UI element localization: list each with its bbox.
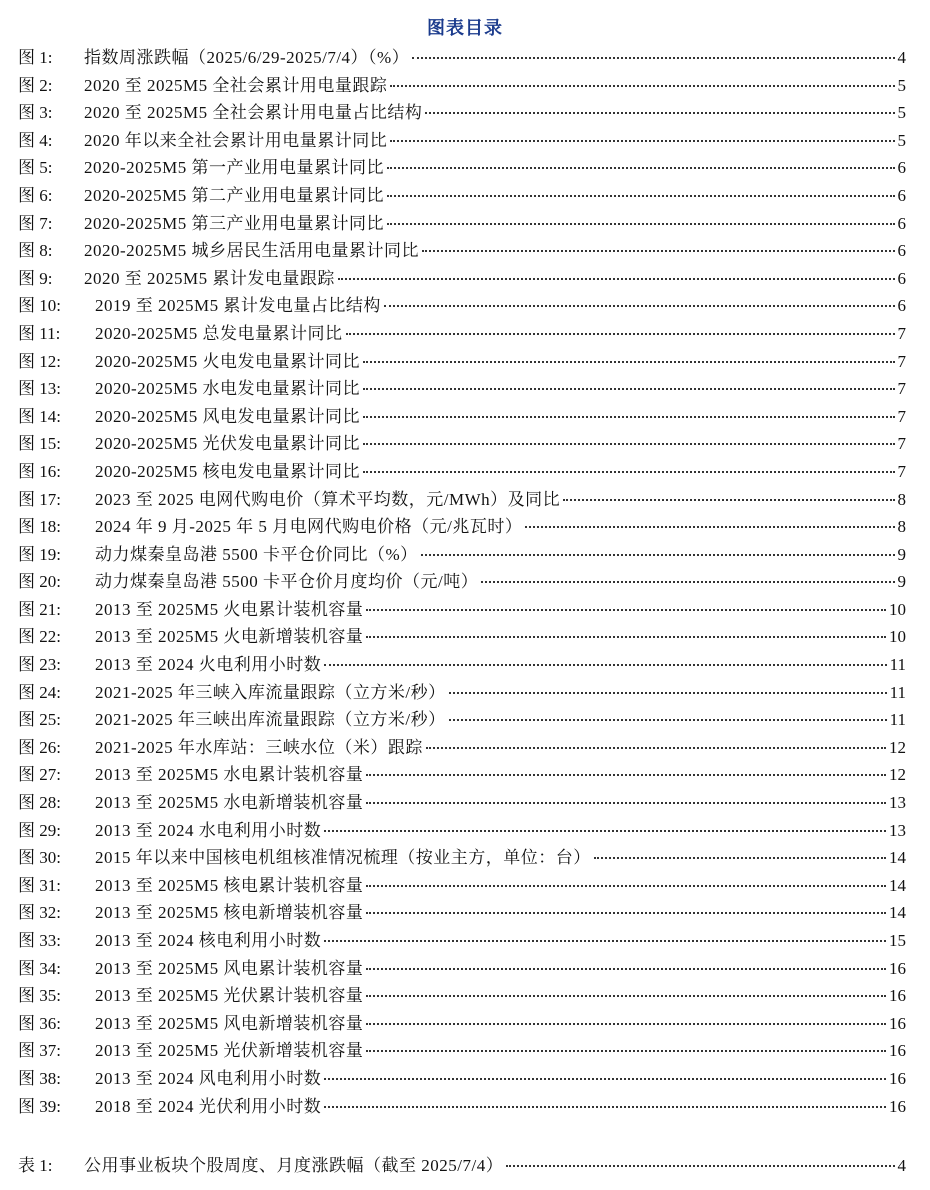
- entry-label: 图 12:: [18, 351, 61, 371]
- entry-title: 2013 至 2024 核电利用小时数: [95, 931, 322, 950]
- entry-label: 图 30:: [18, 848, 61, 868]
- table-list: [18, 1152, 906, 1180]
- dot-leader: [421, 553, 895, 556]
- dot-leader: [563, 498, 894, 501]
- entry-title: 2021-2025 年水库站：三峡水位（米）跟踪: [95, 737, 423, 757]
- entry-label: 图 35:: [18, 986, 61, 1006]
- dot-leader: [412, 56, 894, 59]
- entry-page-number: 11: [889, 710, 906, 730]
- entry-label: 图 23:: [18, 655, 61, 675]
- toc-entry[interactable]: [18, 596, 906, 624]
- entry-title: 2021-2025 年三峡入库流量跟踪（立方米/秒）: [95, 682, 446, 702]
- entry-title: 2020-2025M5 第三产业用电量累计同比: [84, 213, 385, 233]
- entry-page-number: 13: [889, 793, 906, 813]
- entry-page-number: 14: [889, 848, 906, 868]
- entry-label: 图 29:: [18, 820, 61, 840]
- entry-title: 2020-2025M5 水电发电量累计同比: [95, 379, 361, 399]
- entry-label: 图 33:: [18, 931, 61, 950]
- toc-entry[interactable]: [18, 320, 906, 348]
- dot-leader: [387, 166, 894, 169]
- entry-title: 动力煤秦皇岛港 5500 卡平仓价同比（%）: [95, 544, 418, 564]
- dot-leader: [366, 911, 886, 914]
- toc-entry[interactable]: [18, 154, 906, 182]
- entry-label: 图 27:: [18, 765, 61, 785]
- entry-label: 图 32:: [18, 903, 61, 923]
- entry-title: 2020 至 2025M5 全社会累计用电量占比结构: [84, 103, 423, 123]
- toc-entry[interactable]: [18, 872, 906, 900]
- entry-label: 图 37:: [18, 1041, 61, 1061]
- entry-page-number: 14: [889, 903, 906, 923]
- entry-title: 2013 至 2024 火电利用小时数: [95, 655, 322, 675]
- dot-leader: [425, 111, 894, 114]
- entry-page-number: 4: [897, 48, 906, 67]
- entry-page-number: 10: [889, 627, 906, 647]
- entry-label: 图 39:: [18, 1096, 61, 1116]
- toc-entry[interactable]: [18, 375, 906, 403]
- toc-entry[interactable]: [18, 292, 906, 320]
- entry-title: 2015 年以来中国核电机组核准情况梳理（按业主方，单位：台）: [95, 848, 591, 868]
- toc-entry[interactable]: [18, 623, 906, 651]
- toc-entry[interactable]: [18, 44, 906, 72]
- entry-label: 图 13:: [18, 379, 61, 399]
- dot-leader: [525, 525, 894, 528]
- entry-title: 2013 至 2025M5 核电新增装机容量: [95, 903, 364, 923]
- entry-label: 图 38:: [18, 1068, 61, 1088]
- entry-title: 2013 至 2025M5 水电新增装机容量: [95, 793, 364, 813]
- entry-label: 图 26:: [18, 737, 61, 757]
- entry-title: 2023 至 2025 电网代购电价（算术平均数，元/MWh）及同比: [95, 489, 561, 509]
- entry-title: 2020 至 2025M5 累计发电量跟踪: [84, 268, 335, 288]
- dot-leader: [363, 442, 894, 445]
- toc-entry[interactable]: [18, 403, 906, 431]
- entry-label: 图 11:: [18, 323, 61, 343]
- dot-leader: [324, 1077, 886, 1080]
- toc-entry[interactable]: [18, 955, 906, 983]
- entry-title: 2019 至 2025M5 累计发电量占比结构: [95, 296, 381, 316]
- entry-title: 2013 至 2025M5 核电累计装机容量: [95, 875, 364, 895]
- entry-title: 2013 至 2025M5 风电累计装机容量: [95, 958, 364, 978]
- entry-page-number: 6: [897, 241, 906, 261]
- entry-page-number: 9: [897, 544, 906, 564]
- toc-entry[interactable]: [18, 844, 906, 872]
- toc-entry[interactable]: [18, 1152, 906, 1180]
- entry-label: 图 25:: [18, 710, 61, 730]
- entry-page-number: 14: [889, 875, 906, 895]
- entry-label: 图 14:: [18, 406, 61, 426]
- toc-entry[interactable]: [18, 458, 906, 486]
- entry-page-number: 7: [897, 379, 906, 399]
- toc-entry[interactable]: [18, 486, 906, 514]
- dot-leader: [366, 1049, 886, 1052]
- dot-leader: [422, 249, 894, 252]
- entry-label: 图 16:: [18, 461, 61, 481]
- entry-page-number: 6: [897, 268, 906, 288]
- entry-page-number: 6: [897, 213, 906, 233]
- toc-entry[interactable]: [18, 237, 906, 265]
- entry-title: 2013 至 2025M5 火电累计装机容量: [95, 599, 364, 619]
- entry-title: 2013 至 2024 风电利用小时数: [95, 1068, 322, 1088]
- entry-page-number: 12: [889, 737, 906, 757]
- dot-leader: [366, 773, 886, 776]
- entry-page-number: 5: [897, 103, 906, 123]
- entry-label: 图 1:: [18, 48, 53, 67]
- entry-label: 图 10:: [18, 296, 61, 316]
- dot-leader: [363, 415, 894, 418]
- toc-entry[interactable]: [18, 651, 906, 679]
- entry-page-number: 7: [897, 461, 906, 481]
- entry-page-number: 5: [897, 130, 906, 150]
- entry-page-number: 8: [897, 517, 906, 537]
- entry-label: 图 18:: [18, 517, 61, 537]
- entry-page-number: 12: [889, 765, 906, 785]
- entry-label: 图 9:: [18, 268, 53, 288]
- toc-entry[interactable]: [18, 72, 906, 100]
- dot-leader: [449, 691, 887, 694]
- dot-leader: [346, 332, 895, 335]
- dot-leader: [384, 304, 895, 307]
- dot-leader: [366, 884, 886, 887]
- dot-leader: [390, 84, 894, 87]
- entry-title: 2020-2025M5 核电发电量累计同比: [95, 461, 361, 481]
- toc-entry[interactable]: [18, 568, 906, 596]
- entry-title: 2020-2025M5 第一产业用电量累计同比: [84, 158, 385, 178]
- entry-label: 表 1:: [18, 1156, 53, 1175]
- entry-page-number: 15: [889, 931, 906, 950]
- dot-leader: [366, 608, 886, 611]
- dot-leader: [594, 856, 886, 859]
- dot-leader: [363, 470, 894, 473]
- entry-label: 图 6:: [18, 185, 53, 205]
- entry-label: 图 31:: [18, 875, 61, 895]
- entry-page-number: 16: [889, 1013, 906, 1033]
- entry-title: 2020-2025M5 城乡居民生活用电量累计同比: [84, 241, 420, 261]
- toc-entry[interactable]: [18, 817, 906, 845]
- entry-label: 图 19:: [18, 544, 61, 564]
- entry-label: 图 2:: [18, 75, 53, 95]
- entry-title: 2013 至 2025M5 风电新增装机容量: [95, 1013, 364, 1033]
- entry-page-number: 6: [897, 296, 906, 316]
- dot-leader: [366, 635, 886, 638]
- toc-entry[interactable]: [18, 927, 906, 955]
- entry-page-number: 16: [889, 958, 906, 978]
- toc-entry[interactable]: [18, 789, 906, 817]
- toc-entry[interactable]: [18, 679, 906, 707]
- entry-title: 2020-2025M5 光伏发电量累计同比: [95, 434, 361, 454]
- toc-entry[interactable]: [18, 761, 906, 789]
- dot-leader: [390, 139, 894, 142]
- page-title: 图表目录: [427, 18, 503, 38]
- dot-leader: [366, 994, 886, 997]
- dot-leader: [426, 746, 886, 749]
- entry-title: 2020-2025M5 火电发电量累计同比: [95, 351, 361, 371]
- dot-leader: [338, 277, 895, 280]
- toc-entry[interactable]: [18, 1065, 906, 1093]
- entry-page-number: 16: [889, 1041, 906, 1061]
- entry-title: 公用事业板块个股周度、月度涨跌幅（截至 2025/7/4）: [84, 1156, 504, 1175]
- entry-title: 2020-2025M5 第二产业用电量累计同比: [84, 185, 385, 205]
- entry-title: 动力煤秦皇岛港 5500 卡平仓价月度均价（元/吨）: [95, 572, 479, 592]
- toc-entry[interactable]: [18, 127, 906, 155]
- entry-page-number: 6: [897, 158, 906, 178]
- dot-leader: [324, 829, 886, 832]
- toc-entry[interactable]: [18, 182, 906, 210]
- entry-page-number: 16: [889, 1096, 906, 1116]
- entry-label: 图 15:: [18, 434, 61, 454]
- entry-page-number: 13: [889, 820, 906, 840]
- entry-label: 图 20:: [18, 572, 61, 592]
- entry-page-number: 9: [897, 572, 906, 592]
- dot-leader: [366, 801, 886, 804]
- entry-page-number: 11: [889, 655, 906, 675]
- toc-entry[interactable]: [18, 430, 906, 458]
- entry-label: 图 17:: [18, 489, 61, 509]
- entry-title: 2020 至 2025M5 全社会累计用电量跟踪: [84, 75, 388, 95]
- entry-label: 图 4:: [18, 130, 53, 150]
- toc-entry[interactable]: [18, 734, 906, 762]
- dot-leader: [506, 1164, 894, 1167]
- entry-title: 2021-2025 年三峡出库流量跟踪（立方米/秒）: [95, 710, 446, 730]
- entry-page-number: 11: [889, 682, 906, 702]
- dot-leader: [387, 194, 894, 197]
- entry-page-number: 16: [889, 1068, 906, 1088]
- entry-page-number: 10: [889, 599, 906, 619]
- dot-leader: [366, 1022, 886, 1025]
- entry-label: 图 36:: [18, 1013, 61, 1033]
- entry-page-number: 8: [897, 489, 906, 509]
- dot-leader: [324, 663, 886, 666]
- toc-entry[interactable]: [18, 348, 906, 376]
- entry-page-number: 5: [897, 75, 906, 95]
- entry-title: 2013 至 2025M5 水电累计装机容量: [95, 765, 364, 785]
- toc-entry[interactable]: [18, 210, 906, 238]
- entry-title: 2013 至 2025M5 光伏新增装机容量: [95, 1041, 364, 1061]
- dot-leader: [363, 360, 894, 363]
- dot-leader: [363, 387, 894, 390]
- entry-page-number: 7: [897, 406, 906, 426]
- entry-label: 图 22:: [18, 627, 61, 647]
- entry-title: 2013 至 2024 水电利用小时数: [95, 820, 322, 840]
- entry-title: 指数周涨跌幅（2025/6/29-2025/7/4）（%）: [84, 48, 410, 67]
- entry-page-number: 7: [897, 434, 906, 454]
- entry-title: 2024 年 9 月-2025 年 5 月电网代购电价格（元/兆瓦时）: [95, 517, 523, 537]
- dot-leader: [387, 222, 894, 225]
- figure-list: [18, 44, 906, 1120]
- dot-leader: [449, 718, 887, 721]
- entry-label: 图 24:: [18, 682, 61, 702]
- toc-entry[interactable]: [18, 982, 906, 1010]
- entry-title: 2020-2025M5 总发电量累计同比: [95, 323, 343, 343]
- entry-page-number: 4: [897, 1156, 906, 1175]
- entry-title: 2013 至 2025M5 光伏累计装机容量: [95, 986, 364, 1006]
- entry-page-number: 6: [897, 185, 906, 205]
- toc-entry[interactable]: [18, 99, 906, 127]
- toc-entry[interactable]: [18, 541, 906, 569]
- toc-entry[interactable]: [18, 1093, 906, 1121]
- entry-page-number: 7: [897, 351, 906, 371]
- dot-leader: [324, 1105, 886, 1108]
- toc-entry[interactable]: [18, 265, 906, 293]
- toc-entry[interactable]: [18, 899, 906, 927]
- toc-entry[interactable]: [18, 706, 906, 734]
- entry-label: 图 28:: [18, 793, 61, 813]
- entry-page-number: 7: [897, 323, 906, 343]
- entry-label: 图 34:: [18, 958, 61, 978]
- entry-page-number: 16: [889, 986, 906, 1006]
- entry-title: 2018 至 2024 光伏利用小时数: [95, 1096, 322, 1116]
- entry-title: 2020-2025M5 风电发电量累计同比: [95, 406, 361, 426]
- entry-label: 图 5:: [18, 158, 53, 178]
- entry-title: 2020 年以来全社会累计用电量累计同比: [84, 130, 388, 150]
- toc-entry[interactable]: [18, 1037, 906, 1065]
- dot-leader: [324, 939, 886, 942]
- dot-leader: [481, 580, 894, 583]
- dot-leader: [366, 967, 886, 970]
- toc-entry[interactable]: [18, 1010, 906, 1038]
- entry-label: 图 21:: [18, 599, 61, 619]
- entry-label: 图 3:: [18, 103, 53, 123]
- entry-title: 2013 至 2025M5 火电新增装机容量: [95, 627, 364, 647]
- toc-entry[interactable]: [18, 513, 906, 541]
- entry-label: 图 8:: [18, 241, 53, 261]
- entry-label: 图 7:: [18, 213, 53, 233]
